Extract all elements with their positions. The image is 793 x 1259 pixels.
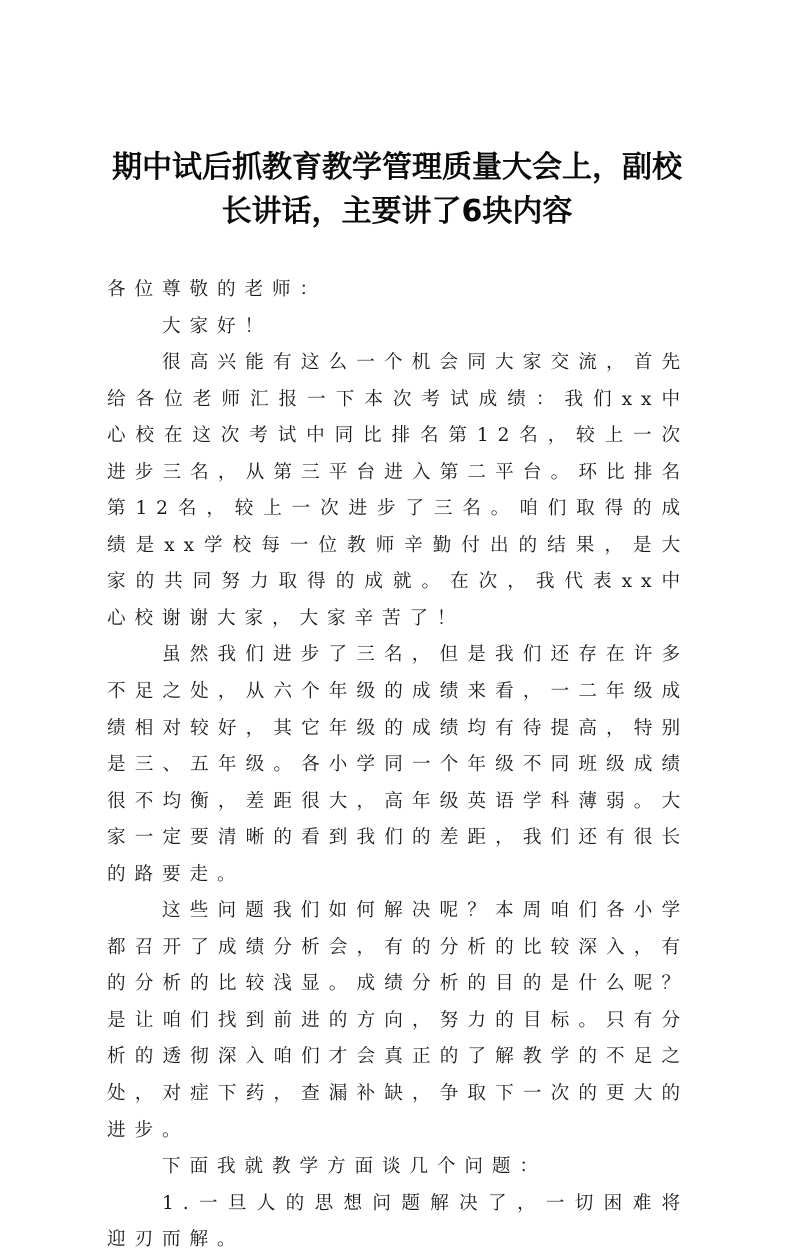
salutation: 各位尊敬的老师： [107,279,327,300]
paragraph-1: 很高兴能有这么一个机会同大家交流，首先给各位老师汇报一下本次考试成绩：我们xx中心校在这次考试中同比排名第12名，较上一次进步三名，从第三平台进入第二平台。环比排名第12名，较上一次进步了三名。咱们取得的成绩是xx学校每一位教师辛勤付出的结果，是大家的共同努力取得的成就。在次，我代表xx中心校谢谢大家，大家辛苦了！ [107,352,689,629]
paragraph-3: 这些问题我们如何解决呢？本周咱们各小学都召开了成绩分析会，有的分析的比较深入，有的分析的比较浅显。成绩分析的目的是什么呢？是让咱们找到前进的方向，努力的目标。只有分析的透彻深入咱们才会真正的了解教学的不足之处，对症下药，查漏补缺，争取下一次的更大的进步。 [107,900,689,1141]
list-item-1: 1.一旦人的思想问题解决了，一切困难将迎刃而解。 [107,1192,689,1251]
document-body [107,272,689,1259]
document-title: 期中试后抓教育教学管理质量大会上，副校长讲话，主要讲了6块内容 [112,150,682,229]
greeting: 大家好！ [162,315,272,337]
paragraph-4: 下面我就教学方面谈几个问题： [162,1156,547,1178]
paragraph-2: 虽然我们进步了三名，但是我们还存在许多不足之处，从六个年级的成绩来看，一二年级成绩相对较好，其它年级的成绩均有待提高，特别是三、五年级。各小学同一个年级不同班级成绩很不均衡，差距很大，高年级英语学科薄弱。大家一定要清晰的看到我们的差距，我们还有很长的路要走。 [107,644,689,885]
